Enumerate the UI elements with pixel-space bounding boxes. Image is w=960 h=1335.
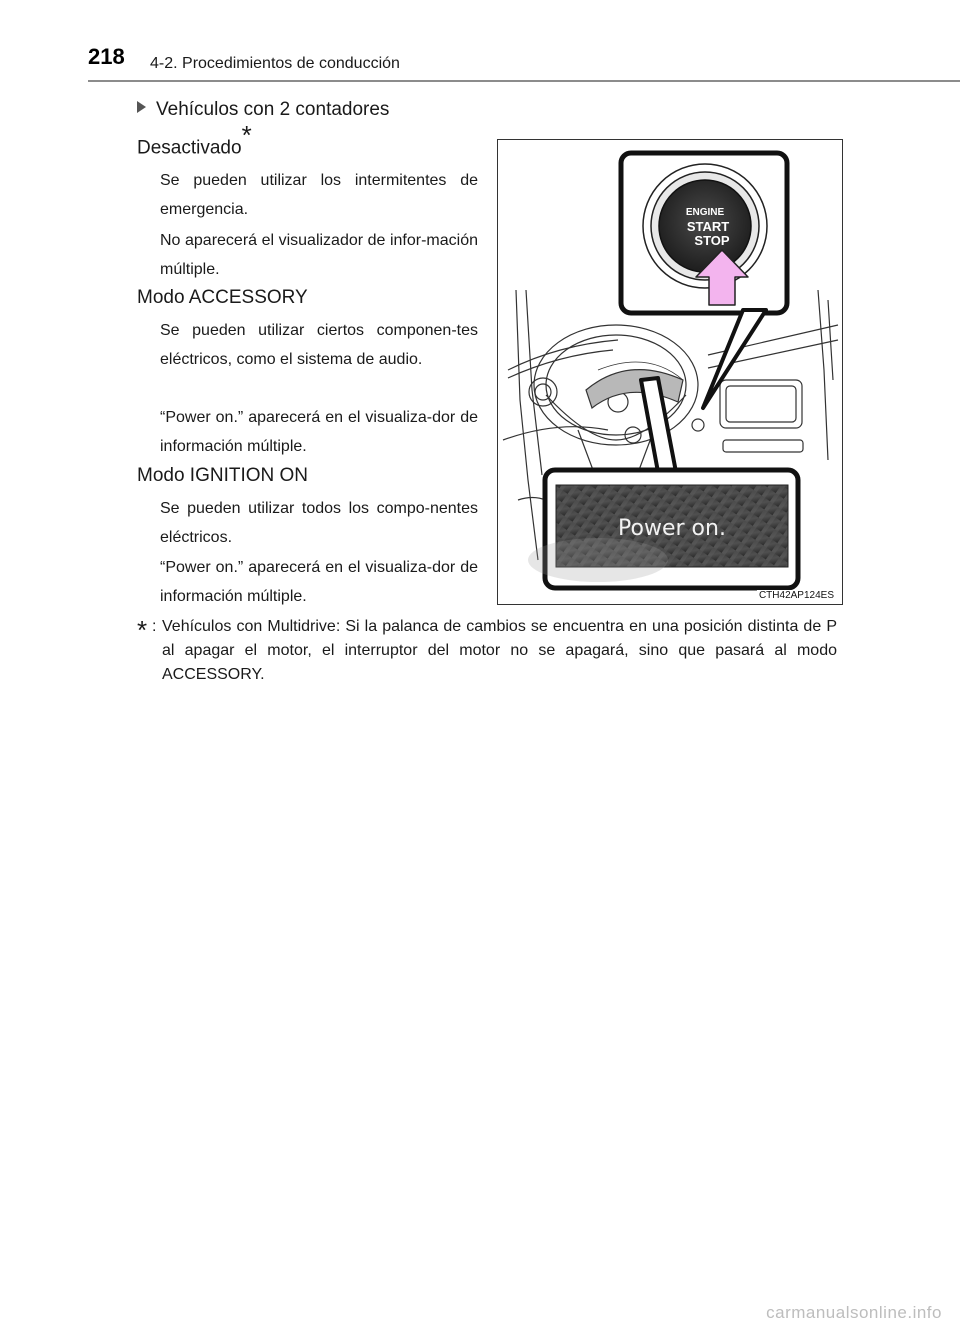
- button-callout-pointer: [703, 310, 766, 408]
- mode-heading-off: [137, 120, 252, 159]
- page-number: 218: [88, 44, 125, 69]
- display-glare: [528, 538, 668, 582]
- paragraph: No aparecerá el visualizador de infor-mación múltiple.: [160, 232, 478, 278]
- button-label-stop: STOP: [694, 233, 730, 248]
- button-label-engine: ENGINE: [685, 207, 725, 218]
- paragraph: Se pueden utilizar los intermitentes de emergencia.: [160, 172, 478, 218]
- chapter-title: 4-2. Procedimientos de conducción: [150, 55, 400, 72]
- instrument-cluster: [586, 370, 683, 408]
- section-heading: [137, 99, 389, 121]
- mode-title: Desactivado: [137, 137, 242, 159]
- header-divider: [88, 80, 960, 82]
- button-label-start: START: [686, 219, 730, 234]
- paragraph: “Power on.” aparecerá en el visualiza-dor de información múltiple.: [160, 559, 478, 605]
- dashboard-figure: [497, 139, 843, 605]
- display-power-on-text: Power on.: [618, 516, 726, 541]
- figure-code: CTH42AP124ES: [758, 590, 834, 601]
- watermark: carmanualsonline.info: [766, 1303, 942, 1322]
- mode-heading-ignition-on: Modo IGNITION ON: [137, 465, 309, 486]
- footnote-text: Vehículos con Multidrive: Si la palanca de cambios se encuentra en una posición distinta de P al apagar el motor, el interruptor del motor no se apagará, sino que pasará al modo ACCESSORY.: [162, 618, 837, 683]
- paragraph: “Power on.” aparecerá en el visualiza-dor de información múltiple.: [160, 409, 478, 455]
- footnote-marker: *: [137, 615, 148, 645]
- section-heading-text: Vehículos con 2 contadores: [156, 99, 390, 120]
- dashboard-illustration: [498, 140, 843, 605]
- paragraph: Se pueden utilizar todos los compo-nentes eléctricos.: [160, 500, 478, 546]
- footnote: [137, 615, 837, 687]
- triangle-bullet-icon: [137, 101, 146, 113]
- mode-heading-accessory: Modo ACCESSORY: [137, 287, 308, 308]
- footnote-marker: *: [241, 120, 252, 150]
- footnote-colon: :: [152, 618, 157, 635]
- paragraph: Se pueden utilizar ciertos componen-tes eléctricos, como el sistema de audio.: [160, 322, 478, 368]
